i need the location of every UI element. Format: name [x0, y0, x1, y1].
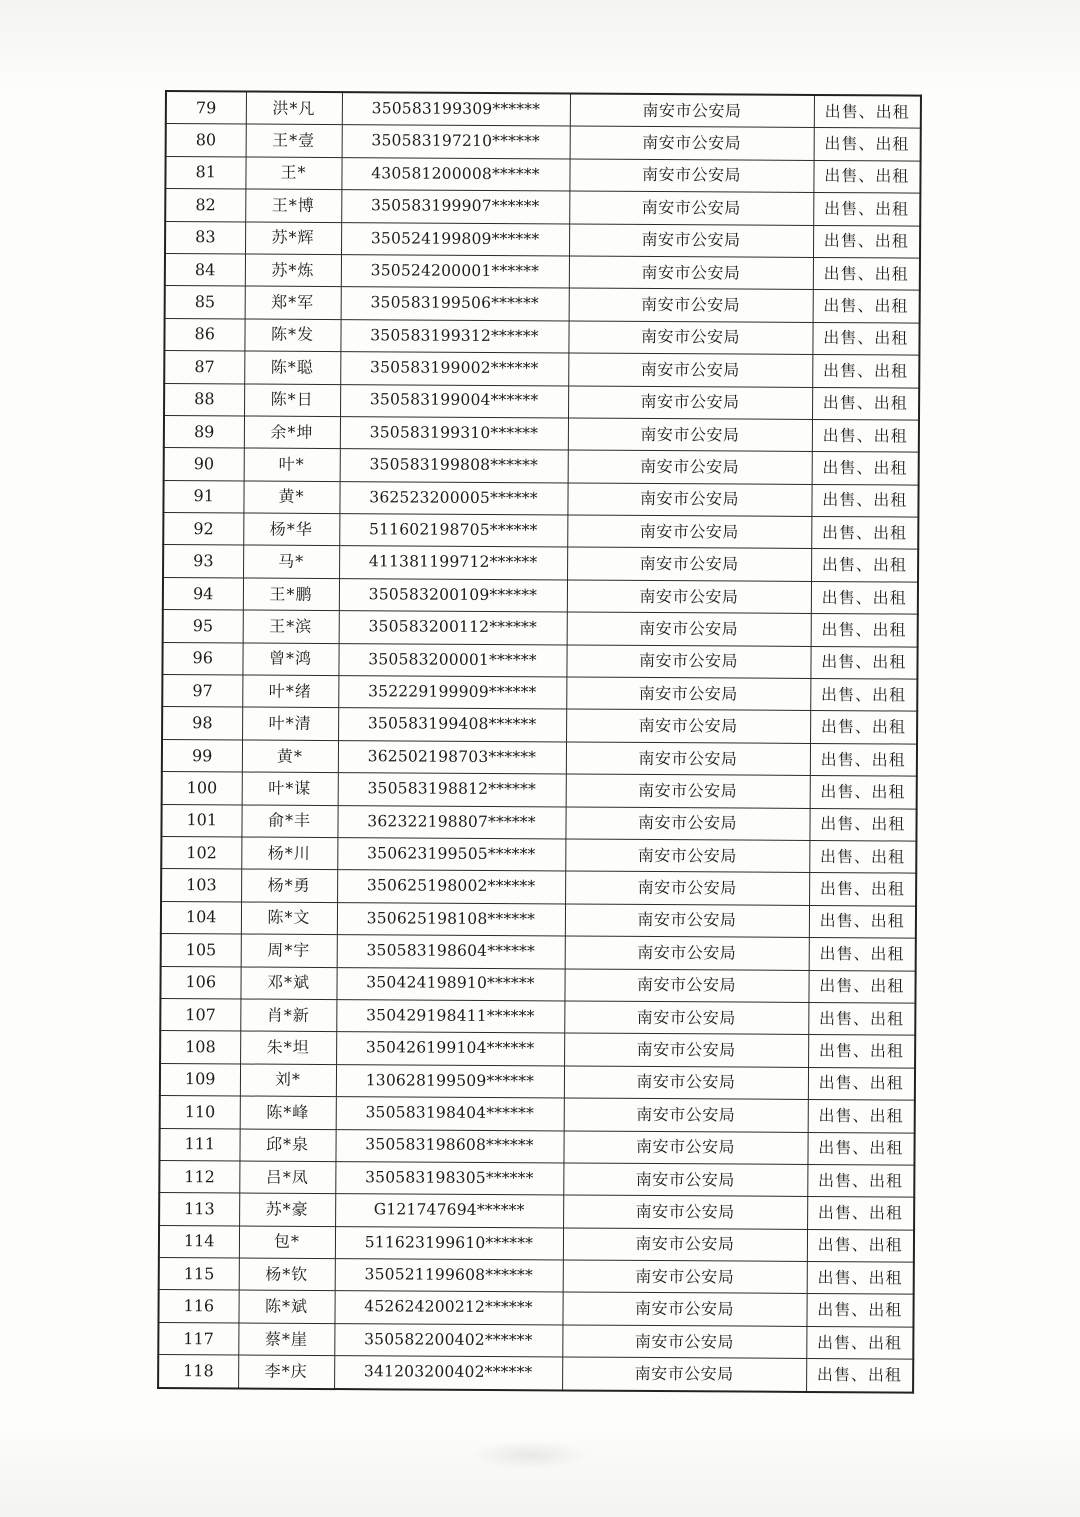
table-row: [160, 998, 915, 1035]
table-row: [165, 156, 920, 193]
violation-type: 出售、出租: [812, 355, 919, 388]
id-number: 130628199509******: [336, 1064, 564, 1098]
table-row: [161, 934, 916, 971]
id-number: 350583200109******: [339, 578, 567, 612]
row-number: 116: [158, 1290, 238, 1323]
row-number: 99: [162, 739, 242, 772]
issuing-authority: 南安市公安局: [562, 1292, 806, 1326]
table-row: [164, 448, 919, 485]
person-name: 杨*勇: [241, 869, 337, 902]
row-number: 100: [162, 772, 242, 805]
violation-type: 出售、出租: [811, 484, 918, 517]
issuing-authority: 南安市公安局: [567, 483, 811, 517]
row-number: 103: [161, 869, 241, 902]
person-name: 杨*钦: [239, 1258, 335, 1291]
table-row: [165, 286, 920, 323]
person-name: 郑*军: [245, 286, 341, 319]
id-number: 350582200402******: [334, 1323, 562, 1357]
id-number: 352229199909******: [338, 676, 566, 710]
row-number: 107: [160, 998, 240, 1031]
id-number: 362523200005******: [339, 481, 567, 515]
id-number: 350583198812******: [338, 773, 566, 807]
id-number: 362502198703******: [338, 740, 566, 774]
table-row: [163, 610, 918, 647]
person-name: 黄*: [242, 740, 338, 773]
issuing-authority: 南安市公安局: [566, 677, 810, 711]
violation-type: 出售、出租: [806, 1294, 913, 1327]
issuing-authority: 南安市公安局: [563, 1163, 807, 1197]
issuing-authority: 南安市公安局: [570, 93, 814, 127]
violation-type: 出售、出租: [807, 1229, 914, 1262]
id-number: 511602198705******: [339, 514, 567, 548]
violation-type: 出售、出租: [807, 1197, 914, 1230]
issuing-authority: 南安市公安局: [563, 1195, 807, 1229]
violation-type: 出售、出租: [811, 581, 918, 614]
id-number: 411381199712******: [339, 546, 567, 580]
person-name: 邱*泉: [239, 1128, 335, 1161]
violation-type: 出售、出租: [814, 95, 921, 129]
table-row: [158, 1355, 913, 1393]
issuing-authority: 南安市公安局: [565, 871, 809, 905]
table-row: [160, 1096, 915, 1133]
person-name: 王*滨: [243, 610, 339, 643]
violation-type: 出售、出租: [809, 808, 916, 841]
row-number: 79: [166, 91, 246, 124]
issuing-authority: 南安市公安局: [569, 159, 813, 193]
row-number: 97: [162, 675, 242, 708]
row-number: 81: [165, 156, 245, 189]
issuing-authority: 南安市公安局: [567, 547, 811, 581]
violation-type: 出售、出租: [807, 1262, 914, 1295]
person-name: 马*: [243, 545, 339, 578]
issuing-authority: 南安市公安局: [569, 288, 813, 322]
issuing-authority: 南安市公安局: [562, 1357, 806, 1391]
issuing-authority: 南安市公安局: [566, 645, 810, 679]
id-number: 350583197210******: [342, 125, 570, 159]
id-number: 350583199310******: [340, 416, 568, 450]
violation-type: 出售、出租: [806, 1326, 913, 1359]
violation-type: 出售、出租: [812, 452, 919, 485]
id-number: 350583199907******: [341, 190, 569, 224]
table-row: [166, 91, 921, 129]
violation-type: 出售、出租: [808, 1002, 915, 1035]
issuing-authority: 南安市公安局: [568, 450, 812, 484]
table-row: [162, 772, 917, 809]
id-number: 350625198002******: [337, 870, 565, 904]
id-number: 350429198411******: [336, 1000, 564, 1034]
violation-type: 出售、出租: [809, 840, 916, 873]
issuing-authority: 南安市公安局: [568, 353, 812, 387]
issuing-authority: 南安市公安局: [563, 1130, 807, 1164]
id-number: 350424198910******: [336, 967, 564, 1001]
id-number: 350524199809******: [341, 222, 569, 256]
person-name: 周*宇: [241, 934, 337, 967]
issuing-authority: 南安市公安局: [568, 418, 812, 452]
id-number: 350583198404******: [336, 1097, 564, 1131]
id-number: 350583199309******: [342, 92, 570, 126]
row-number: 104: [161, 901, 241, 934]
person-name: 朱*坦: [240, 1031, 336, 1064]
row-number: 82: [165, 189, 245, 222]
person-name: 叶*清: [242, 707, 338, 740]
person-name: 苏*炼: [245, 254, 341, 287]
table-row: [159, 1160, 914, 1197]
table-body: [158, 91, 921, 1392]
id-number: 350583198608******: [335, 1129, 563, 1163]
person-name: 洪*凡: [246, 91, 342, 124]
person-name: 陈*聪: [244, 351, 340, 384]
id-number: 511623199610******: [335, 1226, 563, 1260]
issuing-authority: 南安市公安局: [565, 807, 809, 841]
row-number: 114: [159, 1225, 239, 1258]
issuing-authority: 南安市公安局: [568, 385, 812, 419]
table-row: [163, 577, 918, 614]
table-row: [159, 1258, 914, 1295]
issuing-authority: 南安市公安局: [567, 580, 811, 614]
id-number: 341203200402******: [334, 1356, 562, 1390]
table-row: [158, 1290, 913, 1327]
person-name: 陈*日: [244, 384, 340, 417]
row-number: 93: [163, 545, 243, 578]
table-row: [165, 189, 920, 226]
violation-type: 出售、出租: [807, 1132, 914, 1165]
id-number: 350583200001******: [338, 643, 566, 677]
table-row: [160, 1031, 915, 1068]
issuing-authority: 南安市公安局: [570, 126, 814, 160]
violation-type: 出售、出租: [812, 419, 919, 452]
row-number: 91: [163, 480, 243, 513]
row-number: 98: [162, 707, 242, 740]
violation-type: 出售、出租: [810, 646, 917, 679]
person-name: 叶*: [244, 448, 340, 481]
table-row: [159, 1128, 914, 1165]
issuing-authority: 南安市公安局: [564, 1033, 808, 1067]
row-number: 87: [164, 351, 244, 384]
row-number: 86: [164, 318, 244, 351]
issuing-authority: 南安市公安局: [565, 936, 809, 970]
person-name: 陈*峰: [240, 1096, 336, 1129]
id-number: 350583198604******: [337, 935, 565, 969]
row-number: 118: [158, 1355, 238, 1388]
table-row: [166, 124, 921, 161]
table-row: [164, 383, 919, 420]
id-number: 350583199506******: [341, 287, 569, 321]
issuing-authority: 南安市公安局: [564, 1098, 808, 1132]
violation-type: 出售、出租: [809, 873, 916, 906]
violation-type: 出售、出租: [811, 614, 918, 647]
person-name: 包*: [239, 1226, 335, 1259]
row-number: 105: [161, 934, 241, 967]
row-number: 111: [159, 1128, 239, 1161]
row-number: 101: [161, 804, 241, 837]
table-row: [161, 836, 916, 873]
violation-type: 出售、出租: [808, 1100, 915, 1133]
issuing-authority: 南安市公安局: [568, 321, 812, 355]
id-number: 452624200212******: [334, 1291, 562, 1325]
person-name: 陈*文: [241, 902, 337, 935]
issuing-authority: 南安市公安局: [565, 904, 809, 938]
table-row: [162, 739, 917, 776]
violation-type: 出售、出租: [812, 322, 919, 355]
issuing-authority: 南安市公安局: [566, 774, 810, 808]
issuing-authority: 南安市公安局: [566, 709, 810, 743]
table-row: [161, 901, 916, 938]
row-number: 84: [165, 253, 245, 286]
row-number: 83: [165, 221, 245, 254]
row-number: 106: [160, 966, 240, 999]
table-row: [165, 253, 920, 290]
person-name: 叶*谋: [242, 772, 338, 805]
row-number: 92: [163, 513, 243, 546]
row-number: 88: [164, 383, 244, 416]
table-row: [162, 707, 917, 744]
table-row: [162, 675, 917, 712]
table-row: [160, 1063, 915, 1100]
id-number: 350623199505******: [337, 838, 565, 872]
violation-type: 出售、出租: [810, 743, 917, 776]
person-name: 王*鹏: [243, 578, 339, 611]
row-number: 117: [158, 1322, 238, 1355]
issuing-authority: 南安市公安局: [569, 224, 813, 258]
record-table: [157, 90, 922, 1393]
violation-type: 出售、出租: [808, 1067, 915, 1100]
person-name: 邓*斌: [240, 967, 336, 1000]
person-name: 苏*豪: [239, 1193, 335, 1226]
row-number: 95: [163, 610, 243, 643]
table-row: [163, 480, 918, 517]
id-number: 350583199312******: [340, 319, 568, 353]
issuing-authority: 南安市公安局: [563, 1260, 807, 1294]
document-sheet: [157, 90, 920, 1393]
row-number: 115: [159, 1258, 239, 1291]
issuing-authority: 南安市公安局: [567, 612, 811, 646]
id-number: 430581200008******: [341, 157, 569, 191]
id-number: 350426199104******: [336, 1032, 564, 1066]
person-name: 杨*川: [241, 837, 337, 870]
violation-type: 出售、出租: [813, 193, 920, 226]
violation-type: 出售、出租: [809, 938, 916, 971]
issuing-authority: 南安市公安局: [563, 1228, 807, 1262]
person-name: 王*博: [245, 189, 341, 222]
table-row: [162, 642, 917, 679]
issuing-authority: 南安市公安局: [569, 191, 813, 225]
person-name: 曾*鸿: [242, 643, 338, 676]
table-row: [164, 415, 919, 452]
row-number: 90: [164, 448, 244, 481]
table-row: [159, 1193, 914, 1230]
violation-type: 出售、出租: [810, 678, 917, 711]
issuing-authority: 南安市公安局: [566, 742, 810, 776]
person-name: 余*坤: [244, 416, 340, 449]
violation-type: 出售、出租: [808, 970, 915, 1003]
table-row: [159, 1225, 914, 1262]
violation-type: 出售、出租: [806, 1359, 913, 1393]
id-number: 362322198807******: [337, 805, 565, 839]
row-number: 89: [164, 415, 244, 448]
table-row: [164, 351, 919, 388]
person-name: 肖*新: [240, 999, 336, 1032]
scan-smudge: [470, 1440, 590, 1470]
issuing-authority: 南安市公安局: [564, 1001, 808, 1035]
violation-type: 出售、出租: [814, 128, 921, 161]
table-row: [158, 1322, 913, 1359]
table-row: [160, 966, 915, 1003]
issuing-authority: 南安市公安局: [567, 515, 811, 549]
table-row: [161, 869, 916, 906]
violation-type: 出售、出租: [813, 257, 920, 290]
person-name: 陈*斌: [238, 1290, 334, 1323]
violation-type: 出售、出租: [811, 549, 918, 582]
table-row: [164, 318, 919, 355]
id-number: 350583199004******: [340, 384, 568, 418]
person-name: 杨*华: [243, 513, 339, 546]
person-name: 王*壹: [246, 124, 342, 157]
table-row: [165, 221, 920, 258]
violation-type: 出售、出租: [813, 225, 920, 258]
row-number: 113: [159, 1193, 239, 1226]
person-name: 蔡*崖: [238, 1323, 334, 1356]
issuing-authority: 南安市公安局: [564, 969, 808, 1003]
violation-type: 出售、出租: [813, 160, 920, 193]
person-name: 黄*: [243, 481, 339, 514]
person-name: 俞*丰: [241, 805, 337, 838]
table-row: [163, 513, 918, 550]
id-number: 350583198305******: [335, 1161, 563, 1195]
table-row: [163, 545, 918, 582]
id-number: G121747694******: [335, 1194, 563, 1228]
id-number: 350524200001******: [341, 255, 569, 289]
table-row: [161, 804, 916, 841]
person-name: 陈*发: [244, 319, 340, 352]
violation-type: 出售、出租: [808, 1035, 915, 1068]
person-name: 刘*: [240, 1064, 336, 1097]
id-number: 350583199808******: [340, 449, 568, 483]
person-name: 王*: [245, 157, 341, 190]
row-number: 85: [165, 286, 245, 319]
violation-type: 出售、出租: [810, 776, 917, 809]
issuing-authority: 南安市公安局: [565, 839, 809, 873]
person-name: 叶*绪: [242, 675, 338, 708]
violation-type: 出售、出租: [812, 387, 919, 420]
id-number: 350625198108******: [337, 902, 565, 936]
id-number: 350521199608******: [335, 1259, 563, 1293]
id-number: 350583199002******: [340, 352, 568, 386]
row-number: 102: [161, 836, 241, 869]
row-number: 80: [166, 124, 246, 157]
person-name: 李*庆: [238, 1355, 334, 1388]
row-number: 112: [159, 1160, 239, 1193]
issuing-authority: 南安市公安局: [569, 256, 813, 290]
row-number: 110: [160, 1096, 240, 1129]
violation-type: 出售、出租: [810, 711, 917, 744]
row-number: 96: [162, 642, 242, 675]
violation-type: 出售、出租: [809, 905, 916, 938]
row-number: 109: [160, 1063, 240, 1096]
violation-type: 出售、出租: [811, 517, 918, 550]
id-number: 350583199408******: [338, 708, 566, 742]
id-number: 350583200112******: [339, 611, 567, 645]
person-name: 吕*凤: [239, 1161, 335, 1194]
row-number: 108: [160, 1031, 240, 1064]
person-name: 苏*辉: [245, 222, 341, 255]
row-number: 94: [163, 577, 243, 610]
issuing-authority: 南安市公安局: [562, 1325, 806, 1359]
violation-type: 出售、出租: [813, 290, 920, 323]
issuing-authority: 南安市公安局: [564, 1066, 808, 1100]
violation-type: 出售、出租: [807, 1164, 914, 1197]
